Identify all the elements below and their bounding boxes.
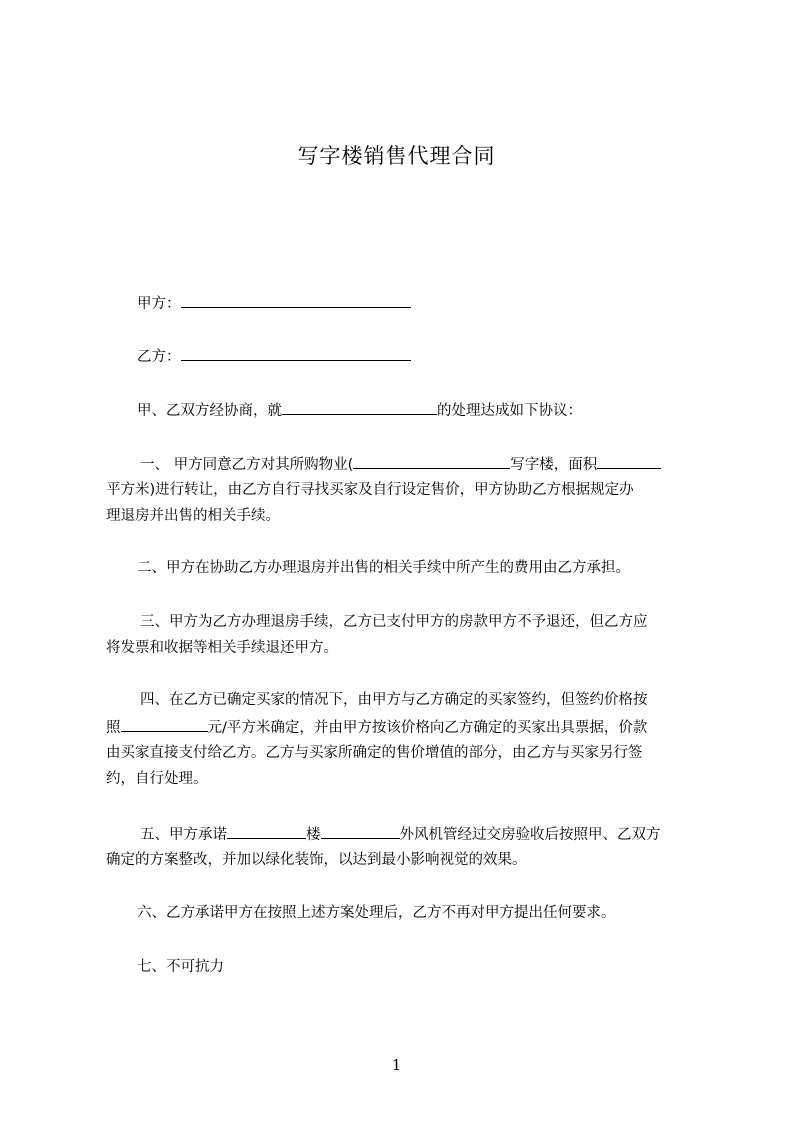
party-b-line: [137, 345, 411, 367]
clause7-line: 七、不可抗力: [137, 959, 224, 975]
party-a-label: 甲方：: [137, 296, 181, 312]
clause1-property-blank: [353, 453, 510, 469]
clause2-line: 二、甲方在协助乙方办理退房并出售的相关手续中所产生的费用由乙方承担。: [137, 560, 630, 576]
page-number: 1: [391, 1056, 402, 1074]
intro-before: 甲、乙双方经协商，就: [137, 403, 282, 419]
clause4-text-a: 照: [106, 720, 121, 736]
party-b-blank: [181, 345, 411, 361]
clause3-line1: 三、甲方为乙方办理退房手续，乙方已支付甲方的房款甲方不予退还，但乙方应: [140, 614, 648, 630]
clause1-line3: 理退房并出售的相关手续。: [106, 508, 280, 524]
party-a-line: [137, 292, 411, 314]
clause1-text-b: 写字楼，面积: [510, 457, 598, 473]
intro-line: [137, 399, 582, 421]
clause1-line1: [140, 453, 661, 475]
clause4-line4: 约，自行处理。: [106, 771, 208, 787]
clause4-line1: 四、在乙方已确定买家的情况下，由甲方与乙方确定的买家签约，但签约价格按: [140, 692, 648, 708]
clause5-text-c: 外风机管经过交房验收后按照甲、乙双方: [399, 827, 661, 843]
clause5-line2: 确定的方案整改，并加以绿化装饰，以达到最小影响视觉的效果。: [106, 852, 527, 868]
clause4-line2: [106, 716, 647, 738]
clause3-line2: 将发票和收据等相关手续退还甲方。: [106, 640, 338, 656]
clause5-floor-blank: [321, 823, 400, 839]
clause5-line1: [140, 823, 661, 845]
clause5-building-blank: [227, 823, 306, 839]
document-title: 写字楼销售代理合同: [297, 144, 496, 168]
intro-after: 的处理达成如下协议：: [437, 403, 582, 419]
party-b-label: 乙方：: [137, 349, 181, 365]
clause5-text-a: 五、甲方承诺: [140, 827, 227, 843]
clause4-line3: 由买家直接支付给乙方。乙方与买家所确定的售价增值的部分，由乙方与买家另行签: [106, 745, 643, 761]
intro-blank: [282, 399, 437, 415]
clause1-text-a: 一、 甲方同意乙方对其所购物业(: [140, 457, 354, 473]
clause1-line2: 平方米)进行转让，由乙方自行寻找买家及自行设定售价，甲方协助乙方根据规定办: [106, 482, 634, 498]
clause1-area-blank: [597, 453, 661, 469]
clause4-text-b: 元/平方米确定，并由甲方按该价格向乙方确定的买家出具票据，价款: [207, 720, 648, 736]
clause4-price-blank: [121, 716, 208, 732]
party-a-blank: [181, 292, 411, 308]
clause5-text-b: 楼: [306, 827, 321, 843]
clause6-line: 六、乙方承诺甲方在按照上述方案处理后，乙方不再对甲方提出任何要求。: [137, 905, 616, 921]
